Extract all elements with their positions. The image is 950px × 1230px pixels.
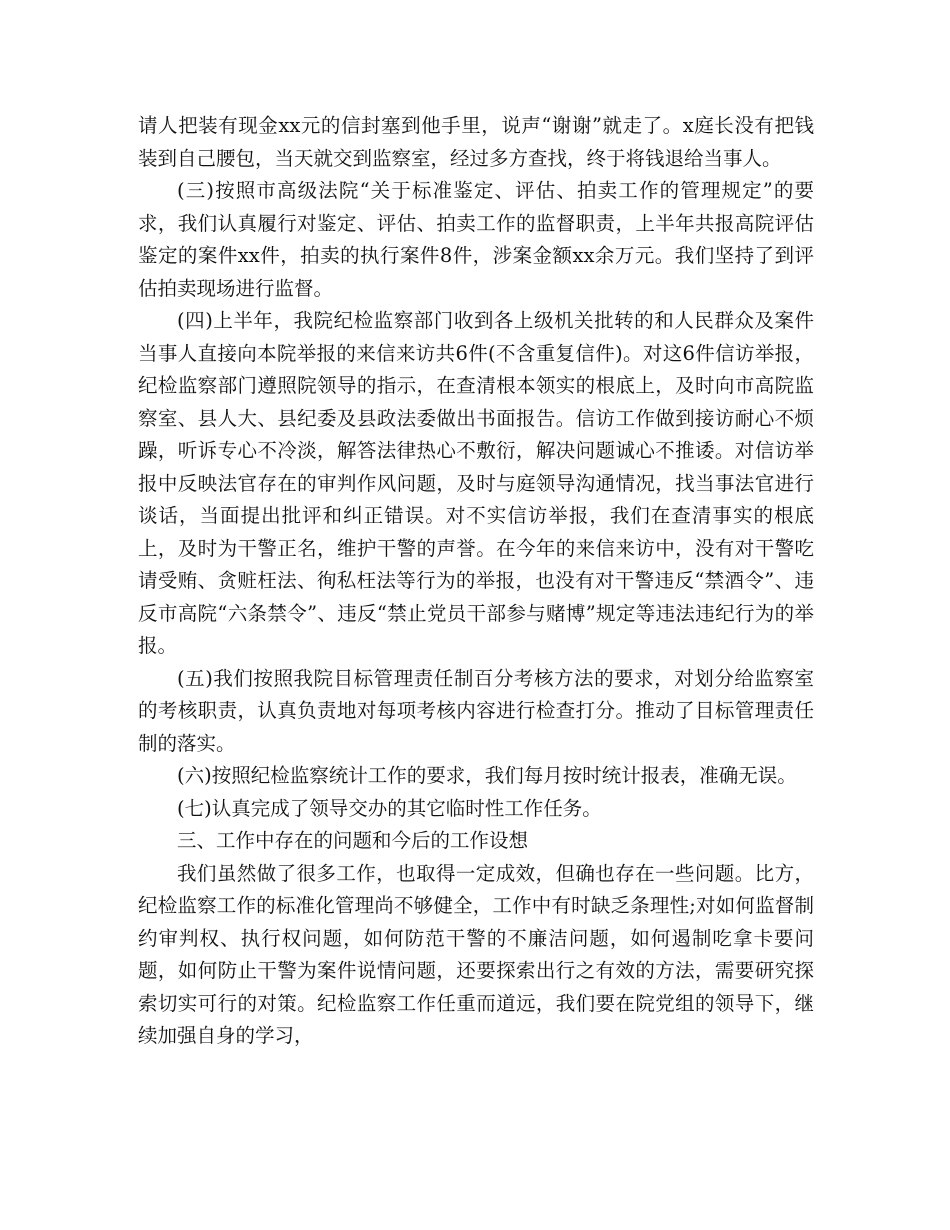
paragraph-item-4: (四)上半年，我院纪检监察部门收到各上级机关批转的和人民群众及案件当事人直接向本院举报的来信来访共6件(不含重复信件)。对这6件信访举报，纪检监察部门遵照院领导的指示，在查清根本领实的根底上，及时向市高院监察室、县人大、县纪委及县政法委做出书面报告。信访工作做到接访耐心不烦躁，听诉专心不冷淡，解答法律热心不敷衍，解决问题诚心不推诿。对信访举报中反映法官存在的审判作风问题，及时与庭领导沟通情况，找当事法官进行谈话，当面提出批评和纠正错误。对不实信访举报，我们在查清事实的根底上，及时为干警正名，维护干警的声誉。在今年的来信来访中，没有对干警吃请受贿、贪赃枉法、徇私枉法等行为的举报，也没有对干警违反“禁酒令”、违反市高院“六条禁令”、违反“禁止党员干部参与赌博”规定等违法违纪行为的举报。: [138, 309, 814, 657]
document-page: [138, 110, 814, 1053]
paragraph-item-6: (六)按照纪检监察统计工作的要求，我们每月按时统计报表，准确无误。: [177, 764, 797, 787]
paragraph-continuation: 请人把装有现金xx元的信封塞到他手里，说声“谢谢”就走了。x庭长没有把钱装到自己腰包，当天就交到监察室，经过多方查找，终于将钱退给当事人。: [138, 114, 814, 170]
paragraph-item-7: (七)认真完成了领导交办的其它临时性工作任务。: [177, 796, 602, 820]
paragraph-problems: 我们虽然做了很多工作，也取得一定成效，但确也存在一些问题。比方，纪检监察工作的标准化管理尚不够健全，工作中有时缺乏条理性;对如何监督制约审判权、执行权问题，如何防范干警的不廉洁问题，如何遏制吃拿卡要问题，如何防止干警为案件说情问题，还要探索出行之有效的方法，需要研究探索切实可行的对策。纪检监察工作任重而道远，我们要在院党组的领导下，继续加强自身的学习，: [138, 861, 814, 1047]
paragraph-item-3: (三)按照市高级法院“关于标准鉴定、评估、拍卖工作的管理规定”的要求，我们认真履行对鉴定、评估、拍卖工作的监督职责，上半年共报高院评估鉴定的案件xx件，拍卖的执行案件8件，涉案金额xx余万元。我们坚持了到评估拍卖现场进行监督。: [138, 179, 814, 300]
section-heading: 三、工作中存在的问题和今后的工作设想: [177, 829, 529, 852]
paragraph-item-5: (五)我们按照我院目标管理责任制百分考核方法的要求，对划分给监察室的考核职责，认真负责地对每项考核内容进行检查打分。推动了目标管理责任制的落实。: [138, 666, 814, 755]
